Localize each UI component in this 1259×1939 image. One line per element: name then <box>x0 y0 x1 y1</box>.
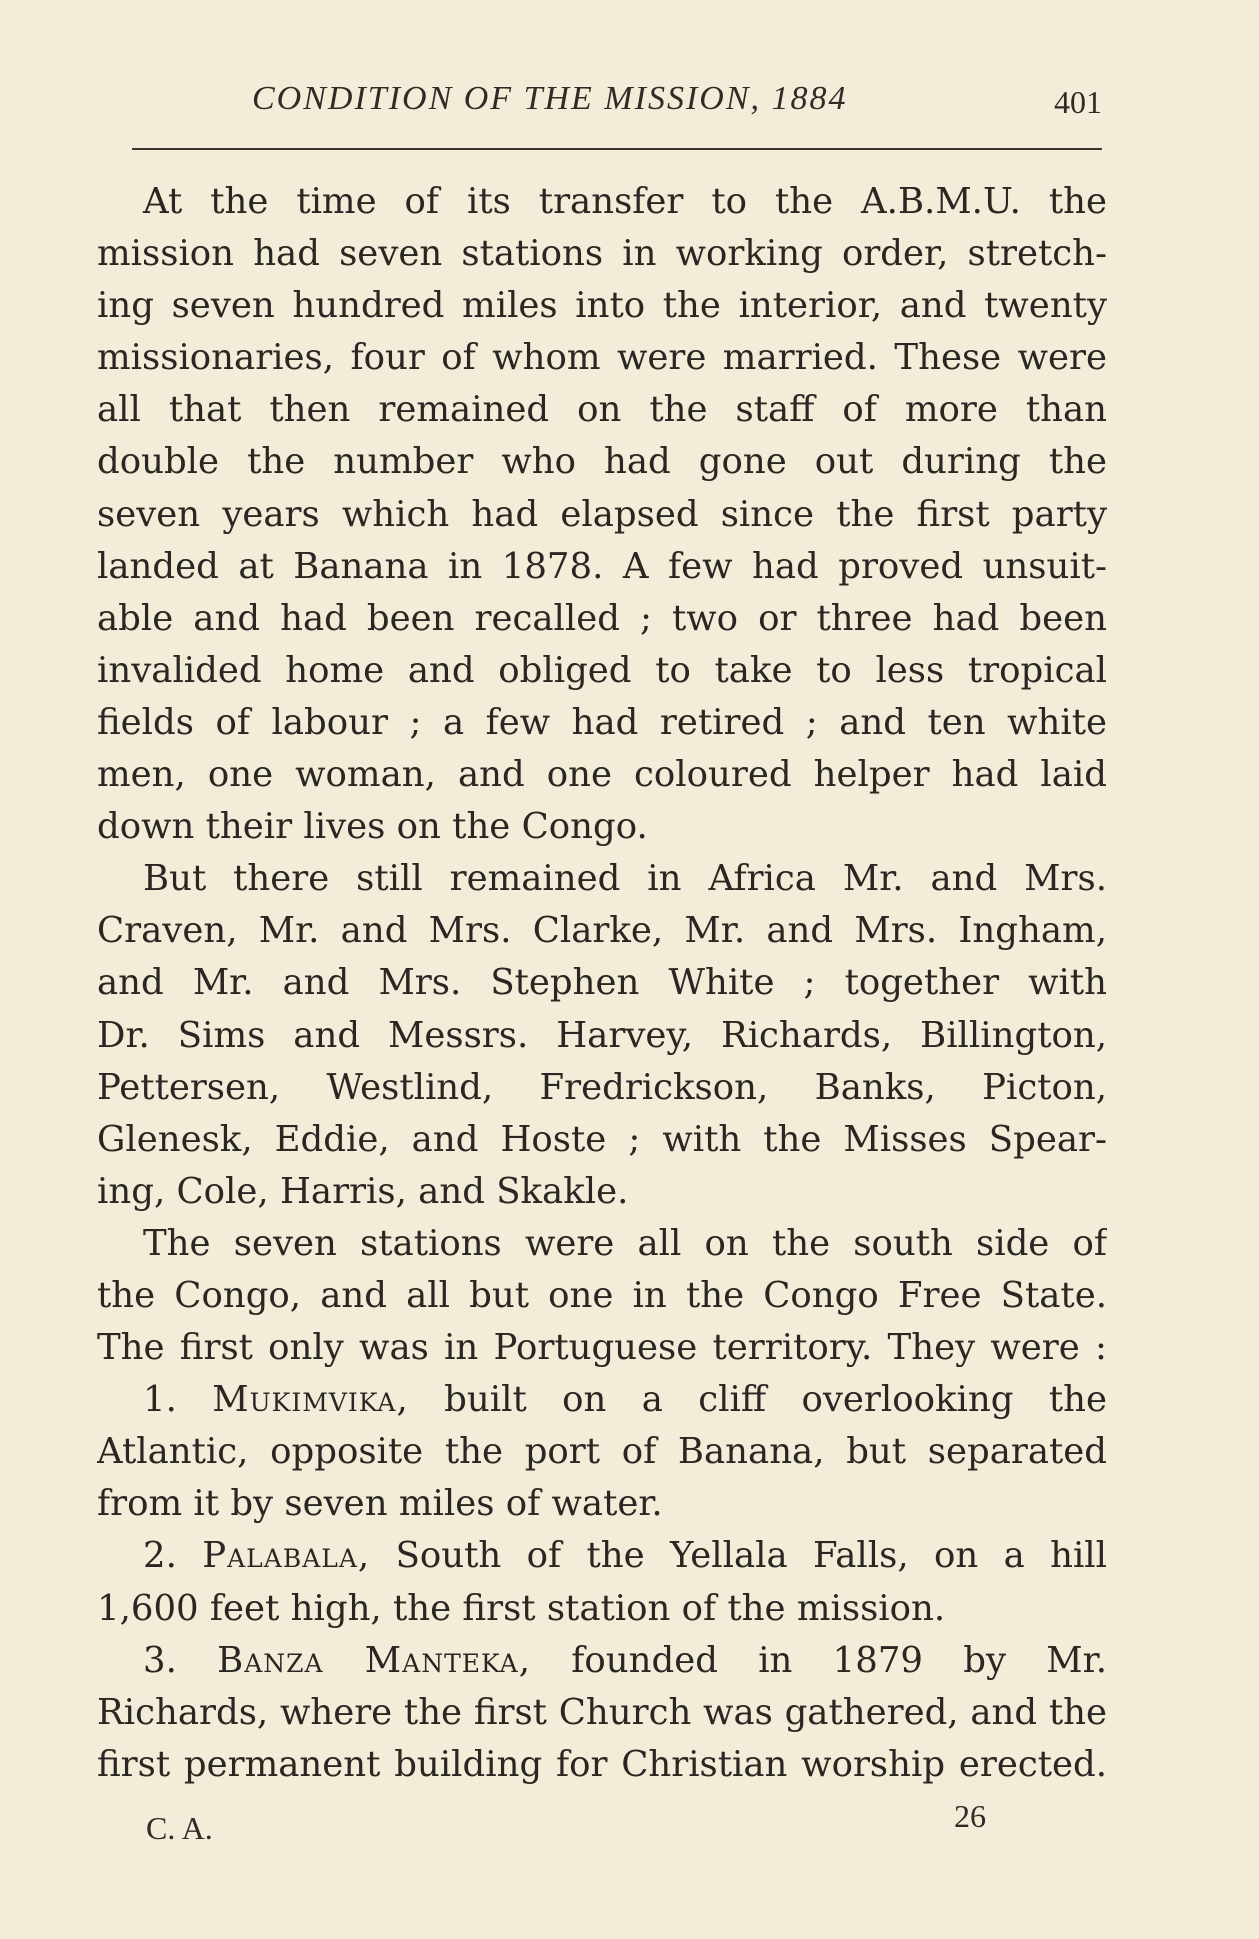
station-heading-line <box>97 1374 1107 1426</box>
running-head <box>132 78 1102 124</box>
station-number: 3. <box>143 1639 177 1681</box>
station-number: 1. <box>143 1379 177 1421</box>
page-number: 401 <box>1054 84 1102 120</box>
text-line: down their lives on the Congo. <box>97 806 648 848</box>
text-line: ing seven hundred miles into the interior, and twenty <box>97 285 1107 327</box>
station-name: Palabala, <box>202 1535 371 1577</box>
station-name: Mukimvika, <box>212 1379 409 1421</box>
station-heading-line <box>97 1635 1107 1687</box>
text-line: 1,600 feet high, the first station of the mission. <box>97 1587 946 1629</box>
text-line: Craven, Mr. and Mrs. Clarke, Mr. and Mrs. Ingham, <box>97 910 1107 952</box>
header-rule <box>132 148 1102 150</box>
text-line: men, one woman, and one coloured helper had laid <box>97 754 1107 796</box>
text-line: ing, Cole, Harris, and Skakle. <box>97 1170 629 1212</box>
station-description: founded in 1879 by Mr. <box>571 1639 1107 1681</box>
station-description: South of the Yellala Falls, on a hill <box>395 1535 1107 1577</box>
station-name: Banza Manteka, <box>217 1639 532 1681</box>
text-line: At the time of its transfer to the A.B.M.U. the <box>143 181 1107 222</box>
text-line: double the number who had gone out during the <box>97 441 1107 483</box>
text-line: and Mr. and Mrs. Stephen White ; together with <box>97 962 1107 1004</box>
text-line: The first only was in Portuguese territory. They were : <box>97 1327 1107 1369</box>
signature-mark: C. A. <box>146 1810 213 1846</box>
text-line: Glenesk, Eddie, and Hoste ; with the Misses Spear- <box>97 1118 1107 1160</box>
text-line: Richards, where the first Church was gathered, and the <box>97 1691 1107 1733</box>
text-line: But there still remained in Africa Mr. and Mrs. <box>143 858 1107 900</box>
text-line: The seven stations were all on the south side of <box>143 1222 1107 1264</box>
text-line: landed at Banana in 1878. A few had proved unsuit- <box>97 545 1107 587</box>
text-line: all that then remained on the staff of more than <box>97 389 1107 431</box>
text-line: missionaries, four of whom were married. These were <box>97 337 1107 379</box>
running-title: CONDITION OF THE MISSION, 1884 <box>252 80 848 117</box>
text-line: Pettersen, Westlind, Fredrickson, Banks, Picton, <box>97 1066 1107 1108</box>
text-line: Atlantic, opposite the port of Banana, but separated <box>97 1431 1107 1473</box>
text-line: Dr. Sims and Messrs. Harvey, Richards, Billington, <box>97 1014 1107 1056</box>
text-line: from it by seven miles of water. <box>97 1483 663 1525</box>
station-number: 2. <box>143 1535 177 1577</box>
station-heading-line <box>97 1530 1107 1582</box>
text-line: fields of labour ; a few had retired ; and ten white <box>97 701 1107 743</box>
station-description: built on a cliff overlooking the <box>444 1379 1107 1421</box>
text-line: invalided home and obliged to take to less tropical <box>97 649 1107 691</box>
sheet-number: 26 <box>954 1798 986 1834</box>
page-footer <box>146 1798 986 1848</box>
text-line: the Congo, and all but one in the Congo Free State. <box>97 1274 1107 1316</box>
text-line: seven years which had elapsed since the first party <box>97 493 1107 535</box>
body-text <box>97 176 1107 1791</box>
text-line: first permanent building for Christian worship erected. <box>97 1743 1107 1785</box>
text-line: mission had seven stations in working order, stretch- <box>97 233 1107 275</box>
text-line: able and had been recalled ; two or three had been <box>97 597 1107 639</box>
